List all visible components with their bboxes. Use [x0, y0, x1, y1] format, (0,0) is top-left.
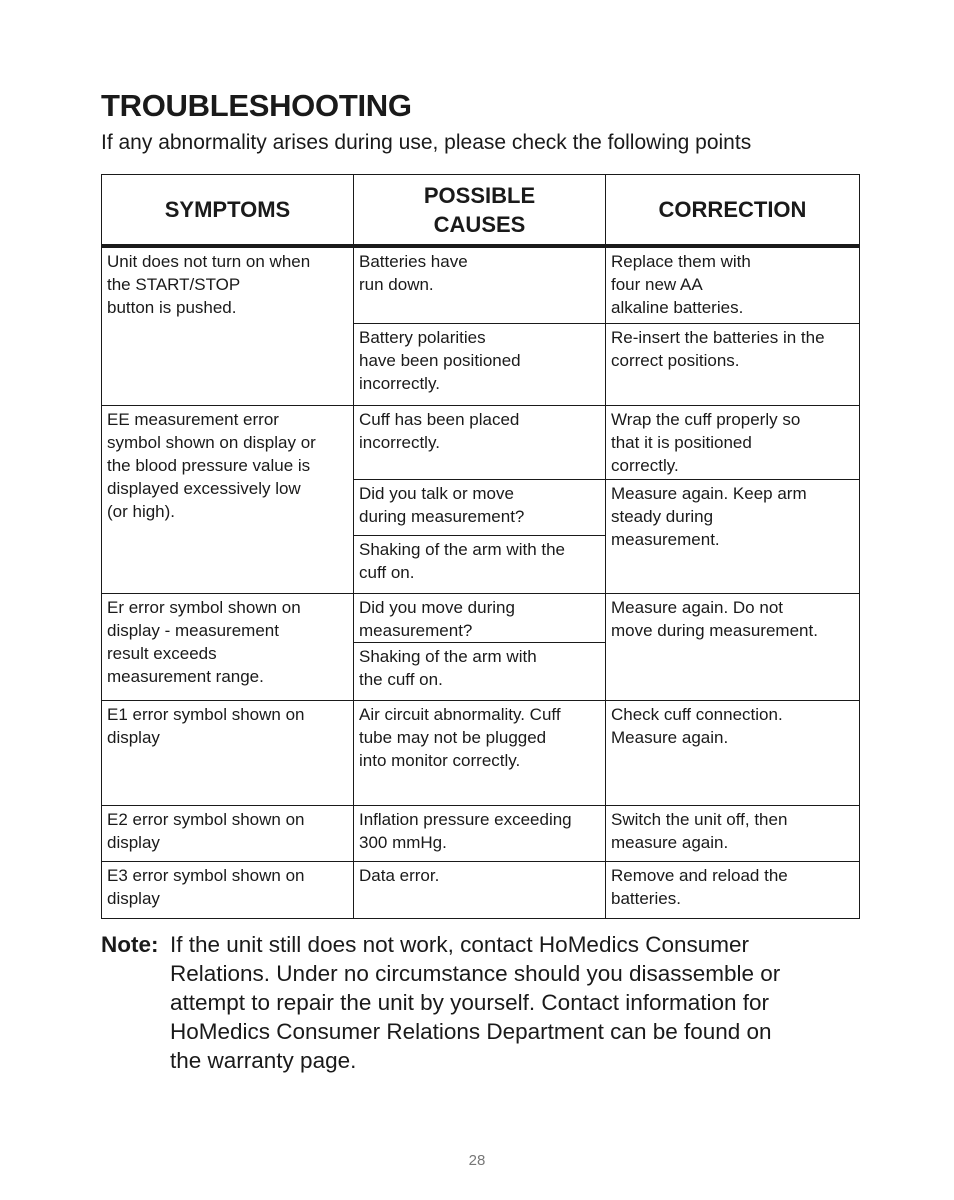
table-header-row — [102, 175, 860, 247]
correction-cell: Measure again. Keep arm steady during measurement. — [606, 479, 860, 593]
table-row — [102, 805, 860, 861]
correction-cell: Measure again. Do not move during measurement. — [606, 593, 860, 700]
cause-cell: Batteries have run down. — [354, 246, 606, 323]
header-possible-causes: POSSIBLE CAUSES — [354, 175, 606, 247]
cause-cell: Shaking of the arm with the cuff on. — [354, 535, 606, 593]
page-number: 28 — [468, 1152, 486, 1169]
symptom-cell: E2 error symbol shown on display — [102, 805, 354, 861]
table-row — [102, 700, 860, 805]
symptom-cell: Er error symbol shown on display - measurement result exceeds measurement range. — [102, 593, 354, 700]
cause-cell: Air circuit abnormality. Cuff tube may not be plugged into monitor correctly. — [354, 700, 606, 805]
correction-cell: Switch the unit off, then measure again. — [606, 805, 860, 861]
cause-cell: Shaking of the arm with the cuff on. — [354, 642, 606, 700]
cause-cell: Cuff has been placed incorrectly. — [354, 405, 606, 479]
correction-cell: Check cuff connection. Measure again. — [606, 700, 860, 805]
cause-cell: Did you move during measurement? — [354, 593, 606, 642]
correction-cell: Remove and reload the batteries. — [606, 861, 860, 918]
header-correction: CORRECTION — [606, 175, 860, 247]
table-row — [102, 861, 860, 918]
page-title: TROUBLESHOOTING — [101, 88, 412, 123]
note-text: If the unit still does not work, contact HoMedics Consumer Relations. Under no circumstance should you disassemble or attempt to repair the unit by yourself. Contact information for HoMedics Consumer Relations Department can be found on the warranty page. — [170, 932, 781, 1073]
cause-cell: Inflation pressure exceeding 300 mmHg. — [354, 805, 606, 861]
correction-cell: Re-insert the batteries in the correct positions. — [606, 323, 860, 405]
table-row — [102, 246, 860, 323]
symptom-cell: E3 error symbol shown on display — [102, 861, 354, 918]
table-row — [102, 405, 860, 479]
correction-cell: Wrap the cuff properly so that it is positioned correctly. — [606, 405, 860, 479]
cause-cell: Battery polarities have been positioned incorrectly. — [354, 323, 606, 405]
correction-cell: Replace them with four new AA alkaline batteries. — [606, 246, 860, 323]
troubleshooting-table — [101, 174, 860, 919]
header-symptoms: SYMPTOMS — [102, 175, 354, 247]
symptom-cell: Unit does not turn on when the START/STOP button is pushed. — [102, 246, 354, 405]
symptom-cell: EE measurement error symbol shown on display or the blood pressure value is displayed excessively low (or high). — [102, 405, 354, 593]
symptom-cell: E1 error symbol shown on display — [102, 700, 354, 805]
table-row — [102, 593, 860, 642]
page-subtitle: If any abnormality arises during use, please check the following points — [101, 131, 752, 154]
cause-cell: Data error. — [354, 861, 606, 918]
cause-cell: Did you talk or move during measurement? — [354, 479, 606, 535]
note-label: Note: — [101, 932, 159, 957]
